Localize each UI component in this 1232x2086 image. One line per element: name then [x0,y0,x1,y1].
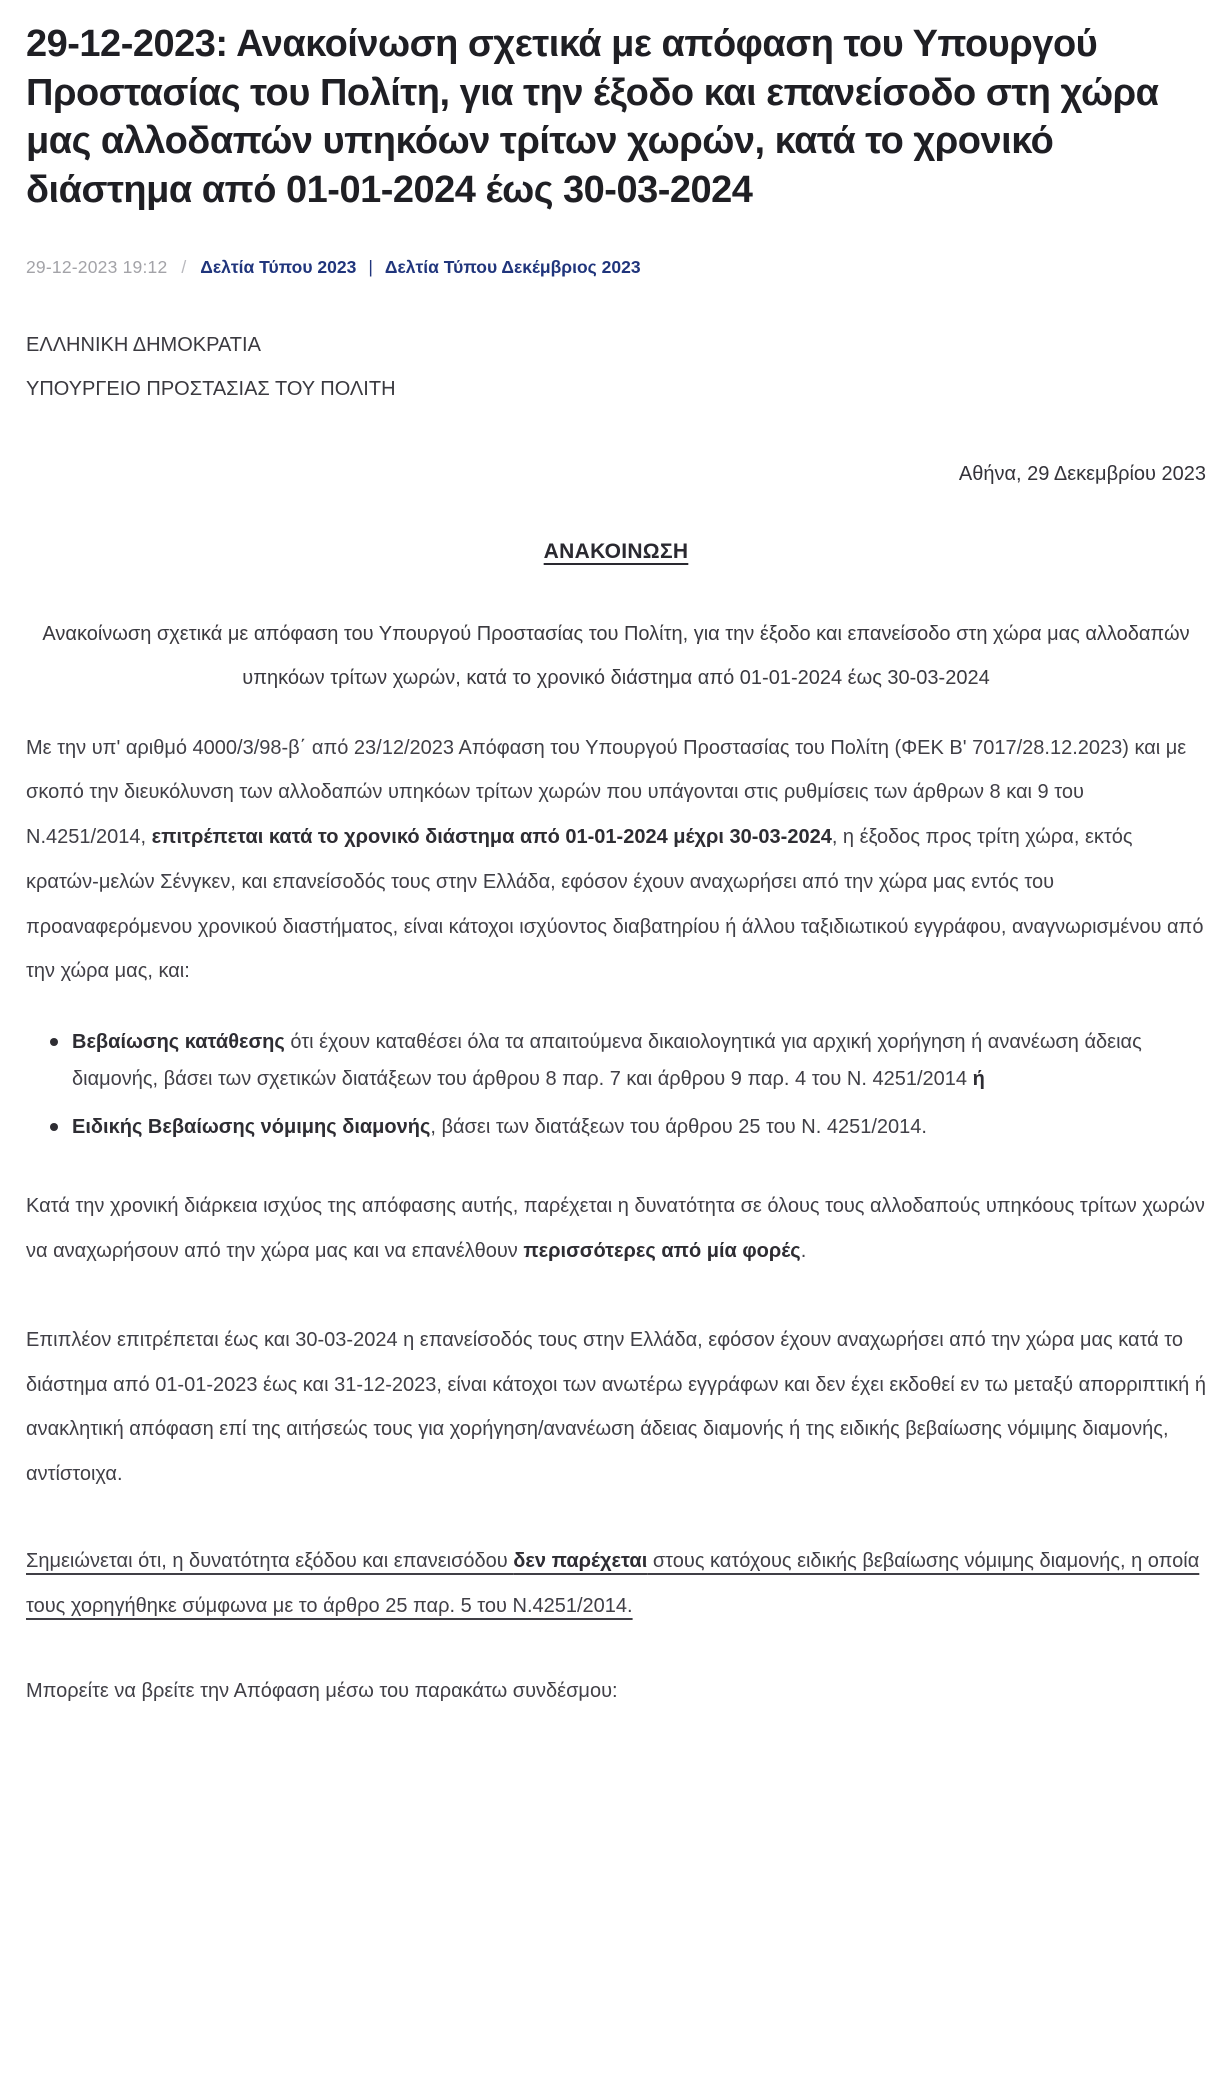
breadcrumb-divider: | [368,256,373,277]
publish-timestamp: 29-12-2023 19:12 [26,256,168,277]
dateline: Αθήνα, 29 Δεκεμβρίου 2023 [958,462,1206,485]
page-title: 29-12-2023: Ανακοίνωση σχετικά με απόφαση του Υπουργού Προστασίας του Πολίτη, για την έξοδο και επανείσοδο στη χώρα μας αλλοδαπών υπηκόων τρίτων χωρών, κατά το χρονικό διάστημα από 01-01-2024 έως 30-03-2024 [26,23,1159,211]
letterhead-line-ministry: ΥΠΟΥΡΓΕΙΟ ΠΡΟΣΤΑΣΙΑΣ ΤΟΥ ΠΟΛΙΤΗ [26,377,396,400]
paragraph-reentry-conditions: Επιπλέον επιτρέπεται έως και 30-03-2024 η επανείσοδός τους στην Ελλάδα, εφόσον έχουν αναχωρήσει από την χώρα μας κατά το διάστημα από 01-01-2023 έως και 31-12-2023, είναι κάτοχοι των ανωτέρω εγγράφων και δεν έχει εκδοθεί εν τω μεταξύ απορριπτική ή ανακλητική απόφαση επί της αιτήσεώς τους για χορήγηση/ανανέωση άδειας διαμονής ή της ειδικής βεβαίωσης νόμιμης διαμονής, αντίστοιχα. [26,1328,1206,1486]
paragraph-decision-link-intro: Μπορείτε να βρείτε την Απόφαση μέσω του παρακάτω συνδέσμου: [26,1679,618,1702]
letterhead [26,334,1206,401]
paragraph-decision-details: Με την υπ' αριθμό 4000/3/98-β΄ από 23/12/2023 Απόφαση του Υπουργού Προστασίας του Πολίτη (ΦΕΚ Β' 7017/28.12.2023) και με σκοπό την διευκόλυνση των αλλοδαπών υπηκόων τρίτων χωρών που υπάγονται στις ρυθμίσεις των άρθρων 8 και 9 του Ν.4251/2014, επιτρέπεται κατά το χρονικό διάστημα από 01-01-2024 μέχρι 30-03-2024, η έξοδος προς τρίτη χώρα, εκτός κρατών-μελών Σένγκεν, και επανείσοδός τους στην Ελλάδα, εφόσον έχουν αναχωρήσει από την χώρα μας εντός του προαναφερόμενου χρονικού διαστήματος, είναι κάτοχοι ισχύοντος διαβατηρίου ή άλλου ταξιδιωτικού εγγράφου, αναγνωρισμένου από την χώρα μας, και: [26,736,1204,983]
breadcrumb-link-press-releases-december-2023[interactable]: Δελτία Τύπου Δεκέμβριος 2023 [384,256,641,277]
paragraph-multiple-exits: Κατά την χρονική διάρκεια ισχύος της απόφασης αυτής, παρέχεται η δυνατότητα σε όλους τους αλλοδαπούς υπηκόους τρίτων χωρών να αναχωρήσουν από την χώρα μας και να επανέλθουν περισσότερες από μία φορές. [26,1195,1205,1263]
paragraph-note-exclusion: Σημειώνεται ότι, η δυνατότητα εξόδου και επανεισόδου δεν παρέχεται στους κατόχους ειδικής βεβαίωσης νόμιμης διαμονής, η οποία τους χορηγήθηκε σύμφωνα με το άρθρο 25 παρ. 5 του Ν.4251/2014. [26,1550,1200,1617]
breadcrumb-link-press-releases-2023[interactable]: Δελτία Τύπου 2023 [200,256,357,277]
breadcrumb [200,257,640,278]
announcement-summary: Ανακοίνωση σχετικά με απόφαση του Υπουργού Προστασίας του Πολίτη, για την έξοδο και επανείσοδο στη χώρα μας αλλοδαπών υπηκόων τρίτων χωρών, κατά το χρονικό διάστημα από 01-01-2024 έως 30-03-2024 [42,622,1190,689]
list-item-deposit-certificate: Βεβαίωσης κατάθεσης ότι έχουν καταθέσει όλα τα απαιτούμενα δικαιολογητικά για αρχική χορήγηση ή ανανέωση άδειας διαμονής, βάσει των σχετικών διατάξεων του άρθρου 8 παρ. 7 και άρθρου 9 παρ. 4 του Ν. 4251/2014 ή [50,1024,1206,1098]
required-documents-list [26,1024,1206,1146]
letterhead-line-hellenic-republic: ΕΛΛΗΝΙΚΗ ΔΗΜΟΚΡΑΤΙΑ [26,333,261,356]
breadcrumb-separator: / [181,256,187,277]
announcement-heading: ΑΝΑΚΟΙΝΩΣΗ [543,539,689,563]
list-item-special-certificate: Ειδικής Βεβαίωσης νόμιμης διαμονής, βάσει των διατάξεων του άρθρου 25 του Ν. 4251/2014. [50,1109,1206,1146]
article-meta-row [26,257,1206,278]
